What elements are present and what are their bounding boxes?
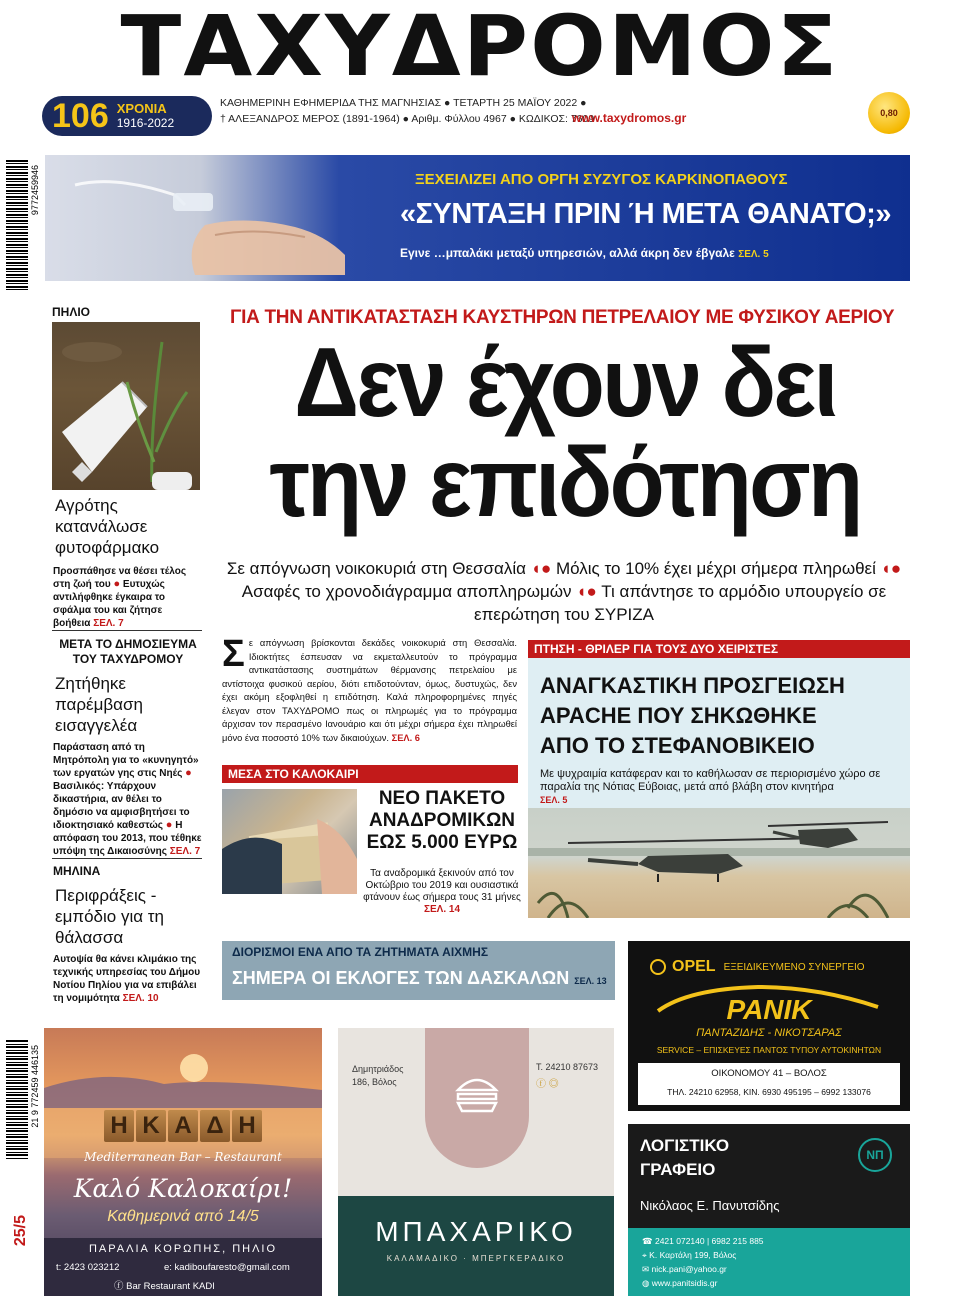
sidebar-label-meta: ΜΕΤΑ ΤΟ ΔΗΜΟΣΙΕΥΜΑ ΤΟΥ ΤΑΧΥΔΡΟΜΟΥ — [59, 637, 197, 666]
bahariko-address-2: 186, Βόλος — [352, 1077, 397, 1087]
divider — [52, 858, 202, 859]
bullet-icon: ◖● — [576, 582, 597, 601]
helicopters-beach-illustration — [528, 808, 910, 918]
summer-page-ref: ΣΕΛ. 14 — [423, 904, 461, 915]
sidebar-text-pilio — [53, 565, 201, 630]
banner-subtitle-text: Εγινε …μπαλάκι μεταξύ υπηρεσιών, αλλά άκρη δεν έβγαλε — [400, 246, 735, 260]
banner-subtitle — [400, 246, 769, 260]
kadi-email: e: kadiboufaresto@gmail.com — [164, 1262, 290, 1273]
sidebar-prosecutor-text-b: Βασιλικός: Υπάρχουν δικαστήρια, αν θέλει το δημόσιο να αμφισβητήσει το ιδιοκτησιακό καθεστώς — [53, 781, 190, 831]
accounting-email: nick.pani@yahoo.gr — [651, 1264, 727, 1274]
phone-icon: ☎ — [642, 1236, 653, 1246]
website-link[interactable]: www.taxydromos.gr — [572, 111, 687, 125]
price-coin — [868, 92, 910, 134]
hospital-hand-illustration — [55, 165, 355, 275]
location-pin-icon: ⌖ — [642, 1250, 647, 1260]
anniversary-badge — [42, 96, 212, 136]
banner-kicker: ΞΕΧΕΙΛΙΖΕΙ ΑΠΟ ΟΡΓΗ ΣΥΖΥΓΟΣ ΚΑΡΚΙΝΟΠΑΘΟΥΣ — [415, 171, 788, 188]
deck-item-2: Μόλις το 10% έχει μέχρι σήμερα πληρωθεί — [555, 559, 876, 578]
opel-garage-ad[interactable] — [628, 941, 910, 1111]
main-deck — [210, 557, 918, 626]
helicopter-text — [540, 768, 905, 807]
accounting-title — [640, 1134, 729, 1182]
accounting-address: Κ. Καρτάλη 199, Βόλος — [649, 1250, 737, 1260]
kadi-letter: Η — [232, 1110, 262, 1142]
teachers-title[interactable] — [232, 968, 607, 989]
teachers-title-text: ΣΗΜΕΡΑ ΟΙ ΕΚΛΟΓΕΣ ΤΩΝ ΔΑΣΚΑΛΩΝ — [232, 968, 570, 988]
sidebar-prosecutor-ref: ΣΕΛ. 7 — [169, 846, 201, 857]
sidebar-label-pilio: ΠΗΛΙΟ — [52, 305, 91, 319]
barcode-top — [6, 160, 28, 290]
helicopter-text-body: Με ψυχραιμία κατάφεραν και το καθήλωσαν σε περιορισμένο χώρο σε παραλία της Νότιας Εύβοιας, μετά από βλάβη στον κινητήρα — [540, 768, 881, 793]
kadi-restaurant-ad[interactable] — [44, 1028, 322, 1296]
bahariko-ad[interactable] — [338, 1028, 614, 1296]
side-date: 25/5 — [12, 1215, 29, 1247]
teachers-kicker: ΔΙΟΡΙΣΜΟΙ ΕΝΑ ΑΠΟ ΤΑ ΖΗΤΗΜΑΤΑ ΑΙΧΜΗΣ — [232, 945, 489, 959]
founder-info: † ΑΛΕΞΑΝΔΡΟΣ ΜΕΡΟΣ (1891-1964) ● Αριθμ. Φύλλου 4967 ● ΚΩΔΙΚΟΣ: 7609 — [220, 113, 595, 125]
barcode-bottom-number: 21 9 772459 446135 — [30, 1045, 40, 1128]
bahariko-name: ΜΠΑΧΑΡΙΚΟ — [375, 1216, 577, 1247]
helicopter-page-ref: ΣΕΛ. 5 — [540, 795, 568, 805]
opel-services: SERVICE – ΕΠΙΣΚΕΥΕΣ ΠΑΝΤΟΣ ΤΥΠΟΥ ΑΥΤΟΚΙΝΗΤΩΝ — [656, 1045, 882, 1055]
main-headline-line-2: την επιδότηση — [269, 427, 861, 537]
divider — [52, 630, 202, 631]
accounting-name: Νικόλαος Ε. Πανυτσίδης — [640, 1198, 780, 1213]
helicopter-label: ΠΤΗΣΗ - ΘΡΙΛΕΡ ΓΙΑ ΤΟΥΣ ΔΥΟ ΧΕΙΡΙΣΤΕΣ — [528, 640, 910, 658]
badge-text — [117, 101, 174, 131]
sidebar-headline-fences[interactable]: Περιφράξεις - εμπόδιο για τη θάλασσα — [55, 886, 164, 947]
summer-text — [362, 868, 522, 916]
sidebar-headline-prosecutor[interactable]: Ζητήθηκε παρέμβαση εισαγγελέα — [55, 674, 143, 735]
opel-name: ΡΑΝΙΚ — [726, 994, 812, 1025]
kadi-subtitle: Mediterranean Bar – Restaurant — [84, 1150, 282, 1164]
kadi-letter: Α — [168, 1110, 198, 1142]
globe-icon: ◍ — [642, 1278, 650, 1288]
helicopter-title-line-3: ΑΠΟ ΤΟ ΣΤΕΦΑΝΟΒΙΚΕΙΟ — [540, 733, 815, 758]
deck-item-1: Σε απόγνωση νοικοκυριά στη Θεσσαλία — [226, 559, 526, 578]
email-icon: ✉ — [642, 1264, 650, 1274]
kadi-letter: Η — [104, 1110, 134, 1142]
opel-phones: ΤΗΛ. 24210 62958, ΚΙΝ. 6930 495195 – 6992 133076 — [667, 1087, 871, 1097]
pesticide-photo — [52, 322, 200, 490]
badge-word: ΧΡΟΝΙΑ — [116, 101, 167, 116]
money-photo — [222, 789, 357, 894]
price-value: 0,80 — [880, 108, 898, 118]
helicopter-title-line-1: ΑΝΑΓΚΑΣΤΙΚΗ ΠΡΟΣΓΕΙΩΣΗ — [540, 673, 845, 698]
facebook-icon: ⓕ — [114, 1281, 124, 1292]
main-headline[interactable] — [243, 327, 887, 537]
helicopter-title[interactable] — [540, 671, 905, 761]
barcode-top-number: 9772459946 — [30, 165, 40, 216]
sidebar-prosecutor-text-a: Παράσταση από τη Μητρόπολη για το «κυνηγητό» των εργατών γης στις Νηές — [53, 742, 199, 779]
helicopter-photo — [528, 808, 910, 918]
edition-info: ΚΑΘΗΜΕΡΙΝΗ ΕΦΗΜΕΡΙΔΑ ΤΗΣ ΜΑΓΝΗΣΙΑΣ ● ΤΕΤΑΡΤΗ 25 ΜΑΪΟΥ 2022 ● — [220, 97, 587, 109]
sidebar-headline-pilio[interactable]: Αγρότης κατανάλωσε φυτοφάρμακο — [55, 496, 160, 557]
bullet-icon: ◖● — [880, 559, 902, 578]
deck-item-4: Τι απάντησε το αρμόδιο υπουργείο σε επερώτηση του ΣΥΡΙΖΑ — [473, 582, 887, 624]
bahariko-tagline: ΚΑΛΑΜΑΔΙΚΟ · ΜΠΕΡΓΚΕΡΑΔΙΚΟ — [386, 1254, 566, 1263]
kadi-letter-tiles — [44, 1110, 322, 1142]
bullet-icon: ● — [165, 819, 173, 831]
accounting-web: www.panitsidis.gr — [651, 1278, 718, 1288]
banner-title[interactable]: «ΣΥΝΤΑΞΗ ΠΡΙΝ Ή ΜΕΤΑ ΘΑΝΑΤΟ;» — [400, 198, 891, 230]
opel-header — [650, 958, 865, 976]
burger-icon — [450, 1066, 504, 1120]
kadi-location: ΠΑΡΑΛΙΑ ΚΟΡΩΠΗΣ, ΠΗΛΙΟ — [88, 1243, 278, 1255]
badge-number: 106 — [52, 97, 109, 135]
deck-item-3: Ασαφές το χρονοδιάγραμμα αποπληρωμών — [241, 582, 572, 601]
summer-label: ΜΕΣΑ ΣΤΟ ΚΑΛΟΚΑΙΡΙ — [222, 765, 518, 783]
banknotes-illustration — [222, 789, 357, 894]
opel-owners: ΠΑΝΤΑΖΙΔΗΣ - ΝΙΚΟΤΣΑΡΑΣ — [696, 1027, 842, 1039]
badge-years: 1916-2022 — [116, 116, 175, 130]
bahariko-address-1: Δημητριάδος — [352, 1064, 404, 1074]
opel-tagline: ΕΞΕΙΔΙΚΕΥΜΕΝΟ ΣΥΝΕΡΓΕΙΟ — [723, 961, 865, 973]
main-page-ref: ΣΕΛ. 6 — [391, 732, 420, 743]
sidebar-prosecutor-text-c: Η απόφαση του 2013, που τέθηκε υπόψη της Δικαιοσύνης — [53, 820, 202, 857]
kadi-letter: Κ — [136, 1110, 166, 1142]
banner-page-ref: ΣΕΛ. 5 — [738, 249, 769, 260]
opel-brand: OPEL — [672, 958, 716, 975]
barcode-bottom — [6, 1040, 28, 1160]
masthead-title: ΤΑΧΥΔΡΟΜΟΣ — [120, 0, 840, 95]
sidebar-fences-text-a: Αυτοψία θα κάνει κλιμάκιο της τεχνικής υπηρεσίας του Δήμου Νοτίου Πηλίου για να επιβάλει τη νομιμότητα — [53, 954, 201, 1004]
main-body — [222, 633, 517, 745]
accounting-title-line-2: ΓΡΑΦΕΙΟ — [640, 1160, 716, 1179]
sidebar-text-fences — [53, 953, 203, 1005]
pesticide-bottle-illustration — [52, 322, 200, 490]
summer-title[interactable]: ΝΕΟ ΠΑΚΕΤΟ ΑΝΑΔΡΟΜΙΚΩΝ ΕΩΣ 5.000 ΕΥΡΩ — [366, 788, 518, 853]
main-headline-line-1: Δεν έχουν δει — [294, 327, 836, 437]
accounting-logo-icon: ΝΠ — [858, 1138, 892, 1172]
helicopter-title-line-2: APACHE ΠΟΥ ΣΗΚΩΘΗΚΕ — [540, 703, 817, 728]
main-body-text: ε απόγνωση βρίσκονται δεκάδες νοικοκυριά στη Θεσσαλία. Ιδιοκτήτες έσπευσαν να εκμεταλλευτούν το πρόγραμμα αντικατάστασης συστημάτων θέρμανσης πετρελαίου με αντίστοιχα φυσικού αερίου, διότι επιδοτούνταν, όμως, δυστυχώς, δεν έχει ακόμη εξοφληθεί η επιδότηση. Καλά πληροφορημένες πηγές έλεγαν στον ΤΑΧΥΔΡΟΜΟ πως οι πληρωμές για το πρόγραμμα άρχισαν τον περασμένο Ιανουάριο και ότι μέχρι σήμερα έχει πληρωθεί μόνο ένα ποσοστό 10% των δικαιούχων. — [222, 638, 517, 743]
sidebar-pilio-text-a: Προσπάθησε να θέσει τέλος στη ζωή του — [53, 566, 187, 590]
bullet-icon: ● — [113, 578, 121, 590]
accounting-phones: 2421 072140 | 6982 215 885 — [654, 1236, 764, 1246]
accounting-title-line-1: ΛΟΓΙΣΤΙΚΟ — [640, 1136, 730, 1155]
opel-address: ΟΙΚΟΝΟΜΟΥ 41 – ΒΟΛΟΣ — [711, 1068, 827, 1079]
main-kicker: ΓΙΑ ΤΗΝ ΑΝΤΙΚΑΤΑΣΤΑΣΗ ΚΑΥΣΤΗΡΩΝ ΠΕΤΡΕΛΑΙΟΥ ΜΕ ΦΥΣΙΚΟΥ ΑΕΡΙΟΥ — [230, 307, 895, 328]
main-dropcap: Σ — [222, 633, 245, 675]
teachers-page-ref: ΣΕΛ. 13 — [574, 976, 607, 986]
sidebar-label-milina: ΜΗΛΙΝΑ — [53, 864, 101, 878]
kadi-facebook — [114, 1278, 215, 1292]
sidebar-fences-ref: ΣΕΛ. 10 — [122, 993, 159, 1004]
bullet-icon: ◖● — [530, 559, 552, 578]
sidebar-pilio-ref: ΣΕΛ. 7 — [93, 618, 124, 629]
accounting-contacts — [642, 1234, 764, 1290]
opel-logo-icon — [650, 959, 666, 975]
kadi-fb-text: Bar Restaurant KADI — [126, 1281, 215, 1292]
accounting-office-ad[interactable] — [628, 1124, 910, 1296]
bahariko-social-icons[interactable]: ⓕ ◎ — [536, 1079, 559, 1090]
kadi-phone: t: 2423 023212 — [56, 1262, 120, 1273]
bullet-icon: ● — [185, 767, 192, 779]
kadi-daily: Καθημερινά από 14/5 — [107, 1208, 259, 1225]
sidebar-pilio-text-b: Ευτυχώς αντιλήφθηκε έγκαιρα το σφάλμα του και ζήτησε βοήθεια — [53, 579, 166, 629]
summer-text-body: Τα αναδρομικά ξεκινούν από τον Οκτώβριο του 2019 και ουσιαστικά φτάνουν έως σήμερα τους 31 μήνες — [363, 868, 521, 903]
bahariko-phone: Τ. 24210 87673 — [536, 1062, 599, 1072]
kadi-letter: Δ — [200, 1110, 230, 1142]
kadi-slogan: Καλό Καλοκαίρι! — [73, 1174, 293, 1203]
sidebar-text-prosecutor — [53, 741, 203, 858]
